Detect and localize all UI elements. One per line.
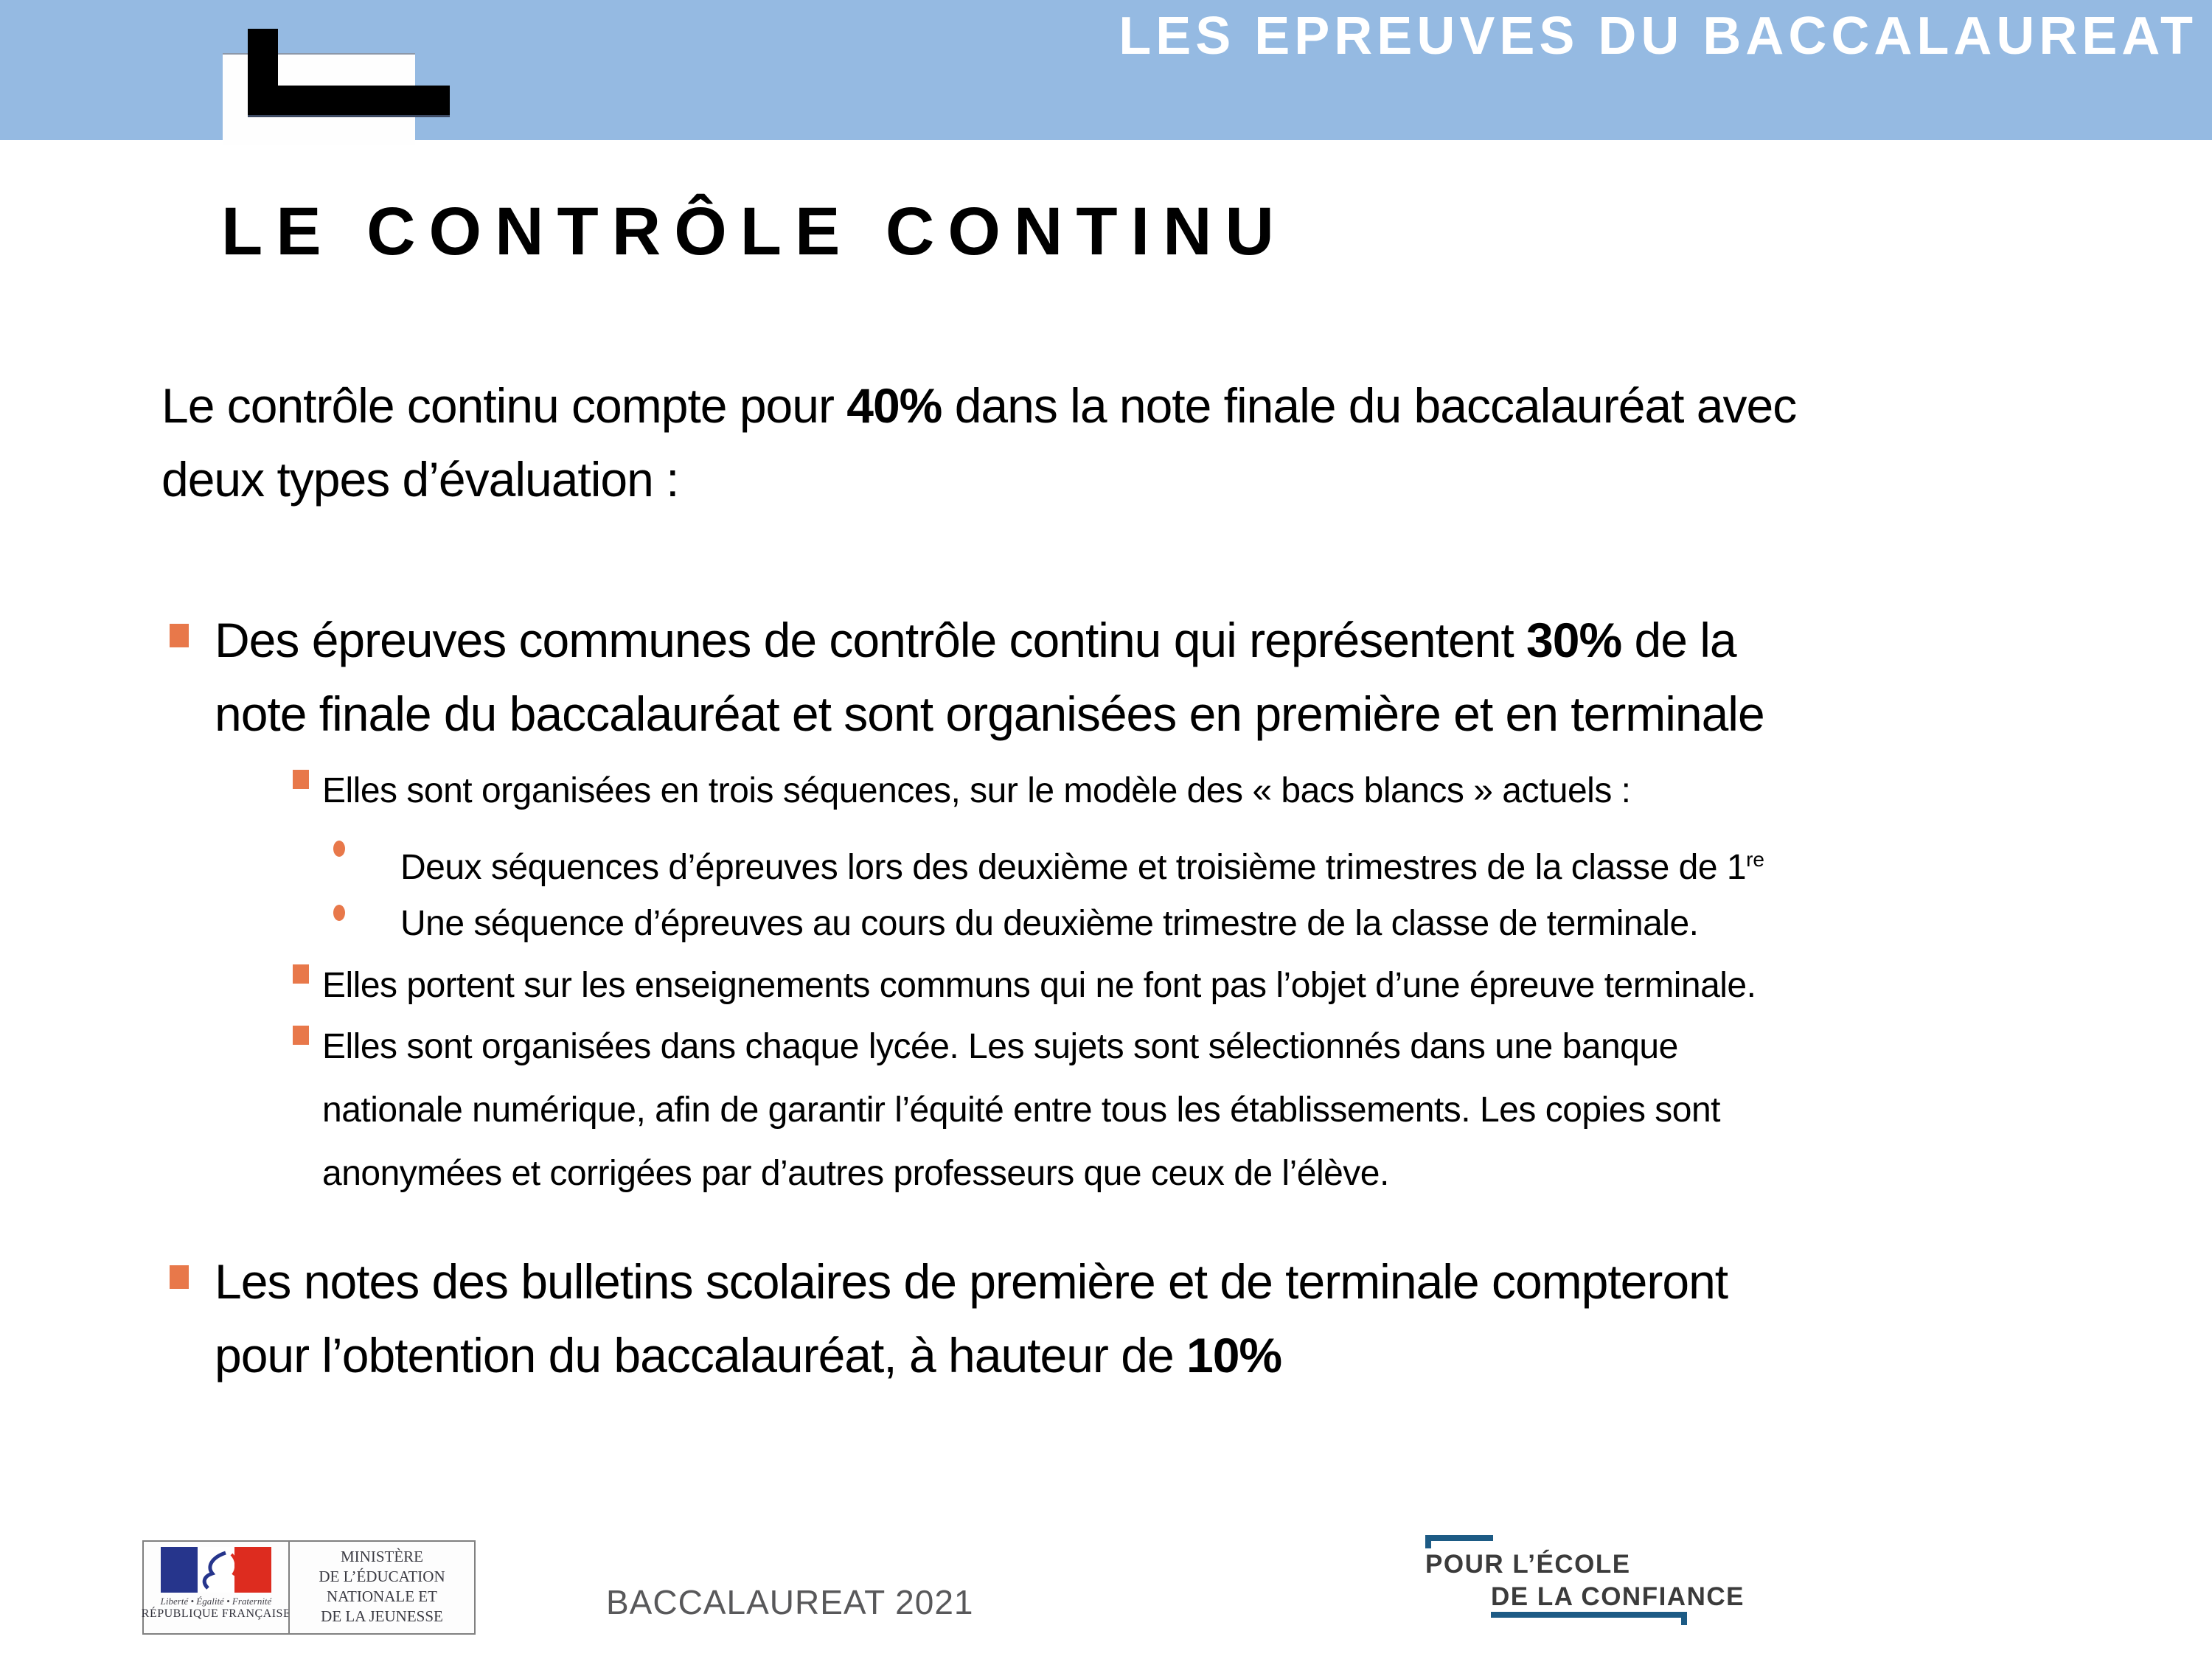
- ministry-line-4: DE LA JEUNESSE: [321, 1607, 443, 1625]
- french-flag-marianne-icon: [161, 1547, 271, 1593]
- dot-bullet-deux-sequences: Deux séquences d’épreuves lors des deuxième et troisième trimestres de la classe de 1re: [400, 848, 1764, 887]
- bullet-epreuves-communes: [215, 603, 1764, 751]
- corner-logo-l-icon: [248, 86, 450, 117]
- confiance-logo-line-1: POUR L’ÉCOLE: [1425, 1550, 1631, 1579]
- page-title: LE CONTRÔLE CONTINU: [221, 194, 1287, 269]
- bullet2-line-1: Les notes des bulletins scolaires de première et de terminale compteront: [215, 1254, 1728, 1309]
- sub-bullet-square-icon: [293, 964, 309, 984]
- intro-paragraph: [161, 369, 1796, 516]
- dot-bullet-une-sequence: Une séquence d’épreuves au cours du deuxième trimestre de la classe de terminale.: [400, 904, 1699, 943]
- confiance-bracket-bottom-icon: [1491, 1612, 1687, 1625]
- dot-bullet-icon: [333, 905, 345, 921]
- ministry-logo-left: [141, 1542, 291, 1633]
- intro-line-2: deux types d’évaluation :: [161, 452, 679, 507]
- bullet2-10-percent: 10%: [1186, 1328, 1282, 1382]
- sub-bullet-enseignements: Elles portent sur les enseignements communs qui ne font pas l’objet d’une épreuve terminale.: [322, 966, 1756, 1005]
- bullet-square-icon: [170, 1265, 189, 1289]
- sub-bullet-lycee: [322, 1015, 1720, 1206]
- sub-bullet-lycee-line-3: anonymées et corrigées par d’autres professeurs que ceux de l’élève.: [322, 1154, 1389, 1193]
- ministry-line-1: MINISTÈRE: [341, 1548, 423, 1565]
- bullet1-line-1: Des épreuves communes de contrôle continu qui représentent 30% de la: [215, 613, 1736, 667]
- bullet1-line-2: note finale du baccalauréat et sont organisées en première et en terminale: [215, 686, 1764, 741]
- dot-bullet-icon: [333, 841, 345, 857]
- header-title: LES EPREUVES DU BACCALAUREAT: [1119, 7, 2197, 66]
- footer-label: BACCALAUREAT 2021: [606, 1583, 974, 1621]
- sub-bullet-square-icon: [293, 770, 309, 789]
- sub-bullet-lycee-line-1: Elles sont organisées dans chaque lycée. Les sujets sont sélectionnés dans une banque: [322, 1027, 1678, 1066]
- confiance-bracket-top-icon: [1425, 1535, 1493, 1548]
- sub-bullet-lycee-line-2: nationale numérique, afin de garantir l’équité entre tous les établissements. Les copies sont: [322, 1091, 1720, 1130]
- ministry-line-2: DE L’ÉDUCATION: [319, 1568, 445, 1585]
- confiance-logo-line-2: DE LA CONFIANCE: [1491, 1582, 1745, 1611]
- ministry-logo: [142, 1540, 476, 1635]
- superscript-re: re: [1746, 848, 1764, 871]
- intro-40-percent: 40%: [846, 378, 942, 433]
- ministry-logo-text: [288, 1542, 474, 1633]
- bullet-square-icon: [170, 624, 189, 647]
- ministry-line-3: NATIONALE ET: [327, 1587, 437, 1605]
- bullet2-line-2: pour l’obtention du baccalauréat, à hauteur de 10%: [215, 1328, 1282, 1382]
- bullet-notes-bulletins: [215, 1245, 1728, 1392]
- ministry-republic: RÉPUBLIQUE FRANÇAISE: [141, 1607, 291, 1620]
- sub-bullet-sequences: Elles sont organisées en trois séquences, sur le modèle des « bacs blancs » actuels :: [322, 771, 1631, 810]
- ministry-motto: Liberté • Égalité • Fraternité: [160, 1596, 272, 1607]
- intro-line-1: Le contrôle continu compte pour 40% dans la note finale du baccalauréat avec: [161, 378, 1797, 433]
- sub-bullet-square-icon: [293, 1026, 309, 1045]
- bullet1-30-percent: 30%: [1526, 613, 1622, 667]
